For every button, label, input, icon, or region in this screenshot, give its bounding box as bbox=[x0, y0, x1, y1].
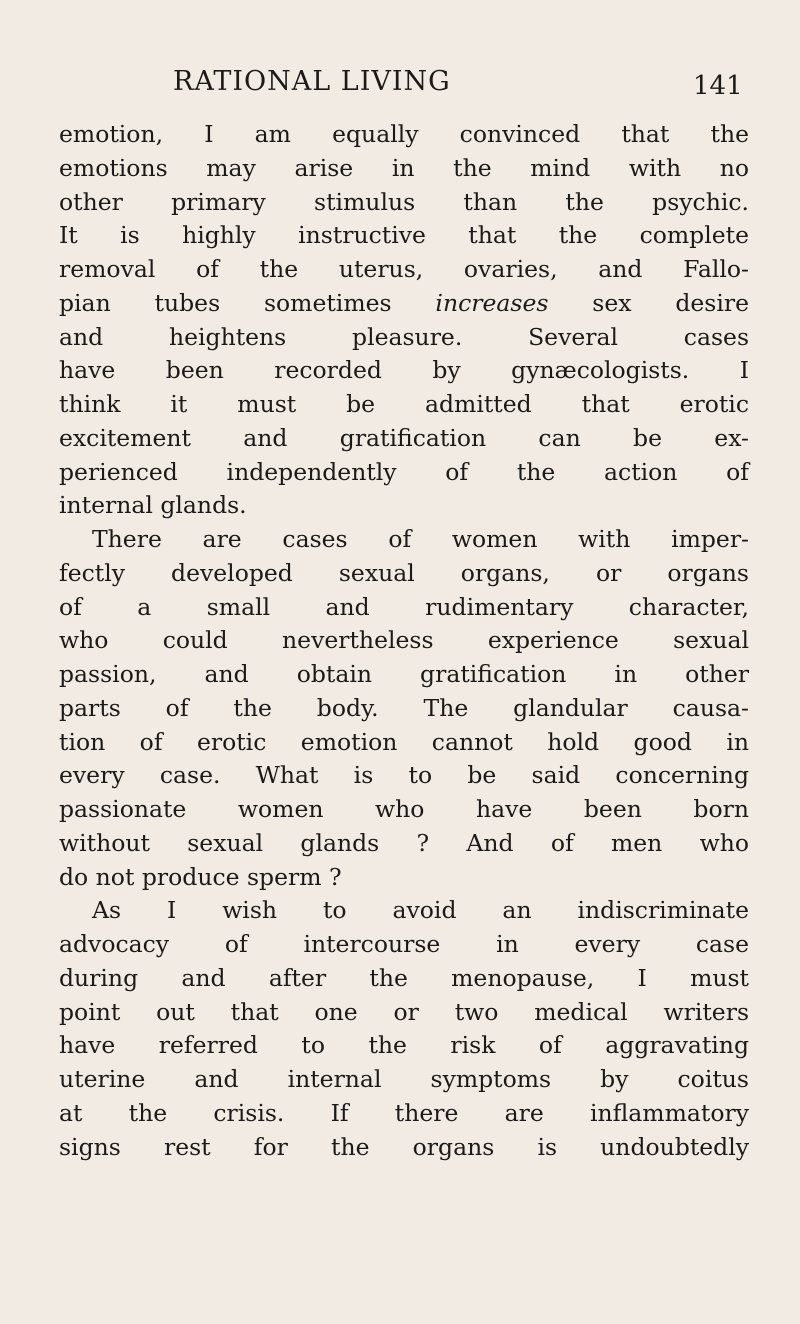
text-line: of a small and rudimentary character, bbox=[59, 592, 749, 621]
text-line: removal of the uterus, ovaries, and Fallo- bbox=[59, 255, 749, 283]
text-line: internal glands. bbox=[59, 491, 247, 520]
text-line: uterine and internal symptoms by coitus bbox=[59, 1065, 749, 1093]
text-line: tion of erotic emotion cannot hold good in bbox=[59, 727, 749, 756]
text-line: advocacy of intercourse in every case bbox=[59, 930, 749, 958]
text-line: perienced independently of the action of bbox=[59, 457, 749, 486]
text-line: have been recorded by gynæcologists. I bbox=[59, 356, 749, 385]
text-line: do not produce sperm ? bbox=[59, 862, 342, 891]
text-line: fectly developed sexual organs, or organs bbox=[59, 558, 749, 587]
text-line: at the crisis. If there are inflammatory bbox=[59, 1098, 749, 1127]
page-number: 141 bbox=[693, 71, 743, 101]
text-line: other primary stimulus than the psychic. bbox=[59, 187, 749, 216]
text-segment: sex desire bbox=[592, 288, 749, 317]
text-line: have referred to the risk of aggravating bbox=[59, 1031, 749, 1060]
text-line: think it must be admitted that erotic bbox=[59, 390, 749, 418]
text-line: who could nevertheless experience sexual bbox=[59, 626, 749, 655]
text-line: during and after the menopause, I must bbox=[59, 963, 749, 992]
text-line bbox=[59, 287, 749, 321]
text-line: There are cases of women with imper- bbox=[92, 525, 749, 553]
text-line: point out that one or two medical writers bbox=[59, 997, 749, 1026]
text-line: excitement and gratification can be ex- bbox=[59, 423, 749, 452]
text-line: emotion, I am equally convinced that the bbox=[59, 120, 749, 148]
text-line: signs rest for the organs is undoubtedly bbox=[59, 1132, 749, 1161]
running-header bbox=[0, 62, 800, 102]
text-segment: pian tubes sometimes bbox=[59, 288, 392, 317]
text-line: It is highly instructive that the complete bbox=[59, 221, 749, 250]
text-line: emotions may arise in the mind with no bbox=[59, 153, 749, 182]
text-line: parts of the body. The glandular causa- bbox=[59, 693, 749, 722]
body-text bbox=[59, 118, 749, 1164]
emphasized-word: increases bbox=[435, 288, 549, 317]
text-line: As I wish to avoid an indiscriminate bbox=[92, 896, 749, 925]
running-title: RATIONAL LIVING bbox=[173, 66, 451, 97]
text-line: passion, and obtain gratification in other bbox=[59, 660, 749, 688]
text-line: passionate women who have been born bbox=[59, 795, 749, 823]
text-line: and heightens pleasure. Several cases bbox=[59, 322, 749, 351]
text-line: without sexual glands ? And of men who bbox=[59, 828, 749, 857]
text-line: every case. What is to be said concerning bbox=[59, 761, 749, 790]
